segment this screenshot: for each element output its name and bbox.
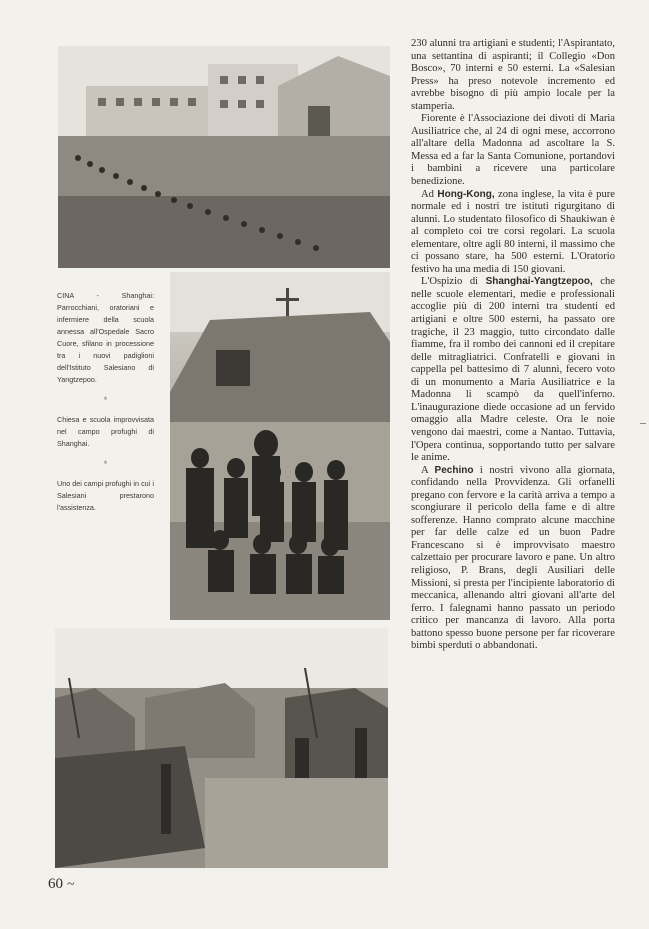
procession-photo-drawing xyxy=(58,46,390,268)
refugee-camp-photo xyxy=(55,628,388,868)
place-name-pechino: Pechino xyxy=(434,464,474,476)
chapel-school-photo xyxy=(170,272,390,620)
refugee-camp-photo-drawing xyxy=(55,628,388,868)
paragraph-pechino: A Pechino i nostri vivono alla giornata, confidando nella Provvidenza. Gli orfanelli pregano con fervore e la carità arriva a tempo a scongiurare il pericolo della fame e di altre sofferenze. Hanno comprato alcune macchine per far delle calze ed un buon Padre Francescano si è improvvisato maestro calzettaio per procurare lavoro e pane. Un altro religioso, P. Brans, degli Ausiliari delle Missioni, si presta per l'incipiente laboratorio di meccanica, allenando altri giovani all'arte del ferro. I falegnami hanno passato un periodo critico per mancanza di lavoro. Alla porta battono spesso buone persone per far ricoverare bimbi sperduti o abbandonati. xyxy=(411,464,615,652)
procession-photo xyxy=(58,46,390,268)
paragraph-yangtzepoo-numbers: 230 alunni tra artigiani e studenti; l'Aspirantato, una settantina di aspiranti; il Collegio «Don Bosco», 70 interni e 50 esterni. La «Salesian Press» ha preso notevole incremento ed avrebbe bisogno di più ampio locale per la stamperia. xyxy=(411,38,615,112)
caption-separator: * xyxy=(103,459,108,469)
page-footer xyxy=(48,876,75,893)
paragraph-devotees-association: Fiorente è l'Associazione dei divoti di Maria Ausiliatrice che, al 24 di ogni mese, accorrono all'altare della Madonna ad ascoltare la S. Messa ed a far la Santa Comunione, portandovi i bambini a ricevere una particolare benedizione. xyxy=(411,113,615,188)
paragraph-hong-kong: Ad Hong-Kong, zona inglese, la vita è pure normale ed i nostri tre istituti rigurgitano di alunni. Lo studentato filosofico di Shaukiwan è al completo coi tre corsi regolari. La scuola elementare, oltre agli 80 interni, il massimo che ci possano stare, ha 500 esterni. L'Oratorio festivo ha una media di 150 giovani. xyxy=(411,188,615,275)
chapel-school-photo-drawing xyxy=(170,272,390,620)
place-name-hong-kong: Hong-Kong, xyxy=(437,188,495,200)
page-number: 60 xyxy=(48,876,63,892)
photo-captions xyxy=(57,290,154,514)
caption-refugee-camp: Uno dei campi profughi in cui i Salesiani prestarono l'assistenza. xyxy=(57,479,154,512)
caption-chapel-school: Chiesa e scuola improvvisata nel campo profughi di Shanghai. xyxy=(57,415,154,448)
place-name-shanghai-yangtzepoo: Shanghai-Yangtzepoo, xyxy=(485,276,593,288)
caption-separator: * xyxy=(103,395,108,405)
article-text xyxy=(411,38,615,653)
margin-mark xyxy=(640,423,646,424)
paragraph-shanghai-yangtzepoo: L'Ospizio di Shanghai-Yangtzepoo, che nelle scuole elementari, medie e professionali accoglie più di 200 interni tra studenti ed artigiani e oltre 500 esterni, ha passato ore tragiche, il 23 maggio, tutto circondato dalle fiamme, fra il rombo dei cannoni ed il crepitare delle mitragliatrici. Confratelli e giovani in cappella pel battesimo di 7 alunni, fecero voto di un monumento a Maria Ausiliatrice e la Madonna li scampò da quell'inferno. L'inaugurazione diede occasione ad un fervido omaggio alla Madre celeste. Ora le noie vengono dai maestri, come a Nantao. Tuttavia, l'Opera continua, sopportando tutto per salvare le anime. xyxy=(411,276,615,464)
ornament-tilde: ~ xyxy=(67,876,75,892)
caption-procession: CINA - Shanghai: Parrocchiani, oratoriani e infermiere della scuola annessa all'Ospedale Sacro Cuore, sfilano in processione tra i nuovi padiglioni dell'Istituto Salesiano di Yangtzepoo. xyxy=(57,291,154,384)
